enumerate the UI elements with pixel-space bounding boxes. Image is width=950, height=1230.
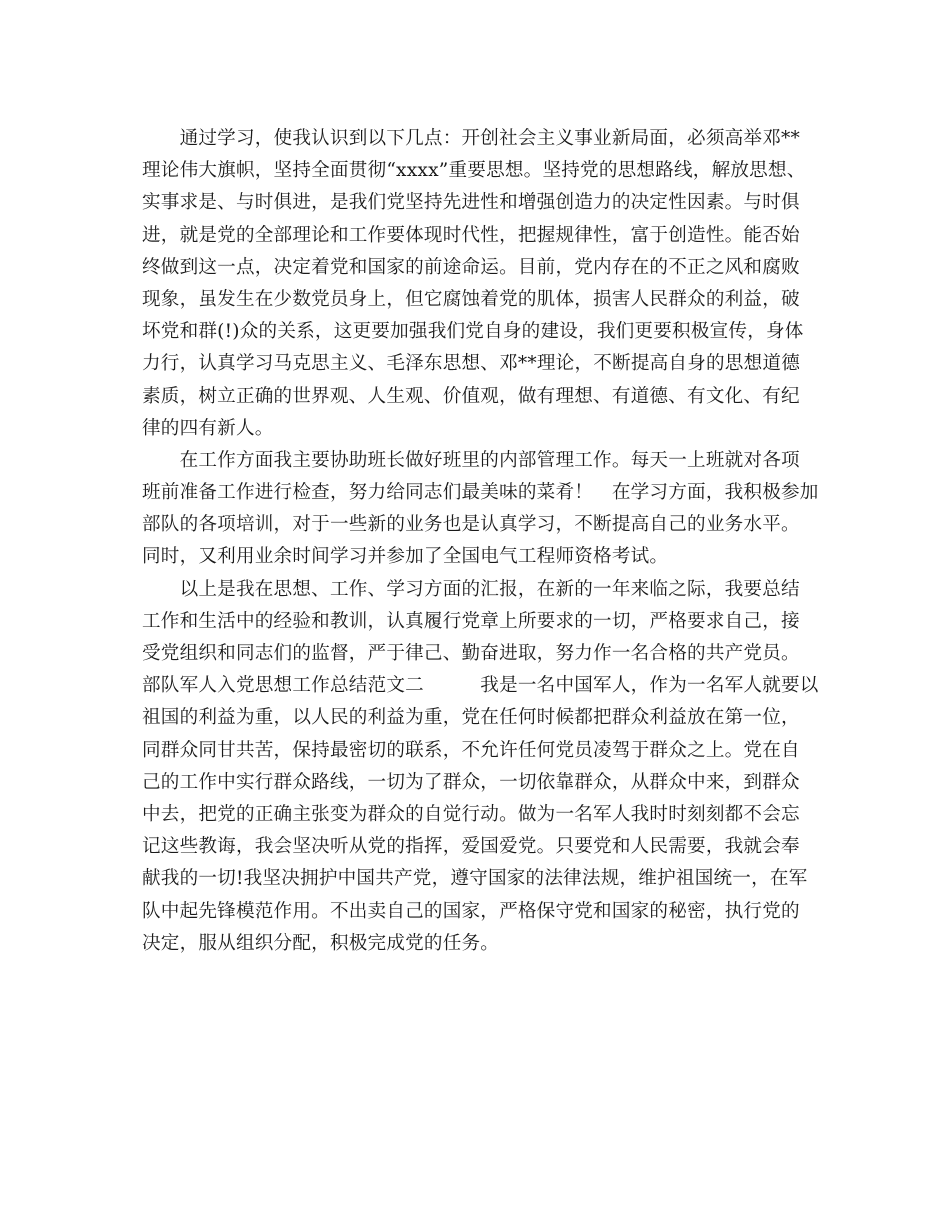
text-line: 祖国的利益为重，以人民的利益为重，党在任何时候都把群众利益放在第一位， [142,707,800,729]
text-line: 坏党和群(!)众的关系，这更要加强我们党自身的建设，我们更要积极宣传，身体 [142,321,804,343]
text-line: 现象，虽发生在少数党员身上，但它腐蚀着党的肌体，损害人民群众的利益，破 [142,288,800,310]
text-line: 部队的各项培训，对于一些新的业务也是认真学习，不断提高自己的业务水平。 [142,514,800,536]
text-line: 通过学习，使我认识到以下几点：开创社会主义事业新局面，必须高举邓** [142,128,800,149]
text-line: 决定，服从组织分配，积极完成党的任务。 [142,932,500,954]
text-line: 同时，又利用业余时间学习并参加了全国电气工程师资格考试。 [142,546,669,568]
text-line: 在工作方面我主要协助班长做好班里的内部管理工作。每天一上班就对各项 [142,449,800,471]
text-line: 理论伟大旗帜，坚持全面贯彻“xxxx”重要思想。坚持党的思想路线，解放思想、 [142,160,806,182]
text-line: 中去，把党的正确主张变为群众的自觉行动。做为一名军人我时时刻刻都不会忘 [142,803,800,825]
text-line: 力行，认真学习马克思主义、毛泽东思想、邓**理论，不断提高自身的思想道德 [142,353,800,375]
text-line: 同群众同甘共苦，保持最密切的联系，不允许任何党员凌驾于群众之上。党在自 [142,739,800,761]
text-line: 素质，树立正确的世界观、人生观、价值观，做有理想、有道德、有文化、有纪 [142,385,800,407]
text-line: 受党组织和同志们的监督，严于律己、勤奋进取，努力作一名合格的共产党员。 [142,643,800,664]
text-line: 部队军人入党思想工作总结范文二 我是一名中国军人，作为一名军人就要以 [142,675,819,697]
document-body [142,123,819,960]
text-line: 己的工作中实行群众路线，一切为了群众，一切依靠群众，从群众中来，到群众 [142,771,800,793]
text-line: 班前准备工作进行检查，努力给同志们最美味的菜肴！ 在学习方面，我积极参加 [142,482,819,504]
text-line: 献我的一切!我坚决拥护中国共产党，遵守国家的法律法规，维护祖国统一，在军 [142,868,808,890]
text-line: 记这些教诲，我会坚决听从党的指挥，爱国爱党。只要党和人民需要，我就会奉 [142,836,800,858]
text-line: 以上是我在思想、工作、学习方面的汇报，在新的一年来临之际，我要总结 [142,578,800,600]
text-line: 队中起先锋模范作用。不出卖自己的国家，严格保守党和国家的秘密，执行党的 [142,900,800,922]
text-line: 实事求是、与时俱进，是我们党坚持先进性和增强创造力的决定性因素。与时俱 [142,192,800,214]
text-line: 律的四有新人。 [142,417,274,439]
text-line: 进，就是党的全部理论和工作要体现时代性，把握规律性，富于创造性。能否始 [142,224,800,246]
text-line: 工作和生活中的经验和教训，认真履行党章上所要求的一切，严格要求自己，接 [142,610,800,632]
text-line: 终做到这一点，决定着党和国家的前途命运。目前，党内存在的不正之风和腐败 [142,256,800,278]
